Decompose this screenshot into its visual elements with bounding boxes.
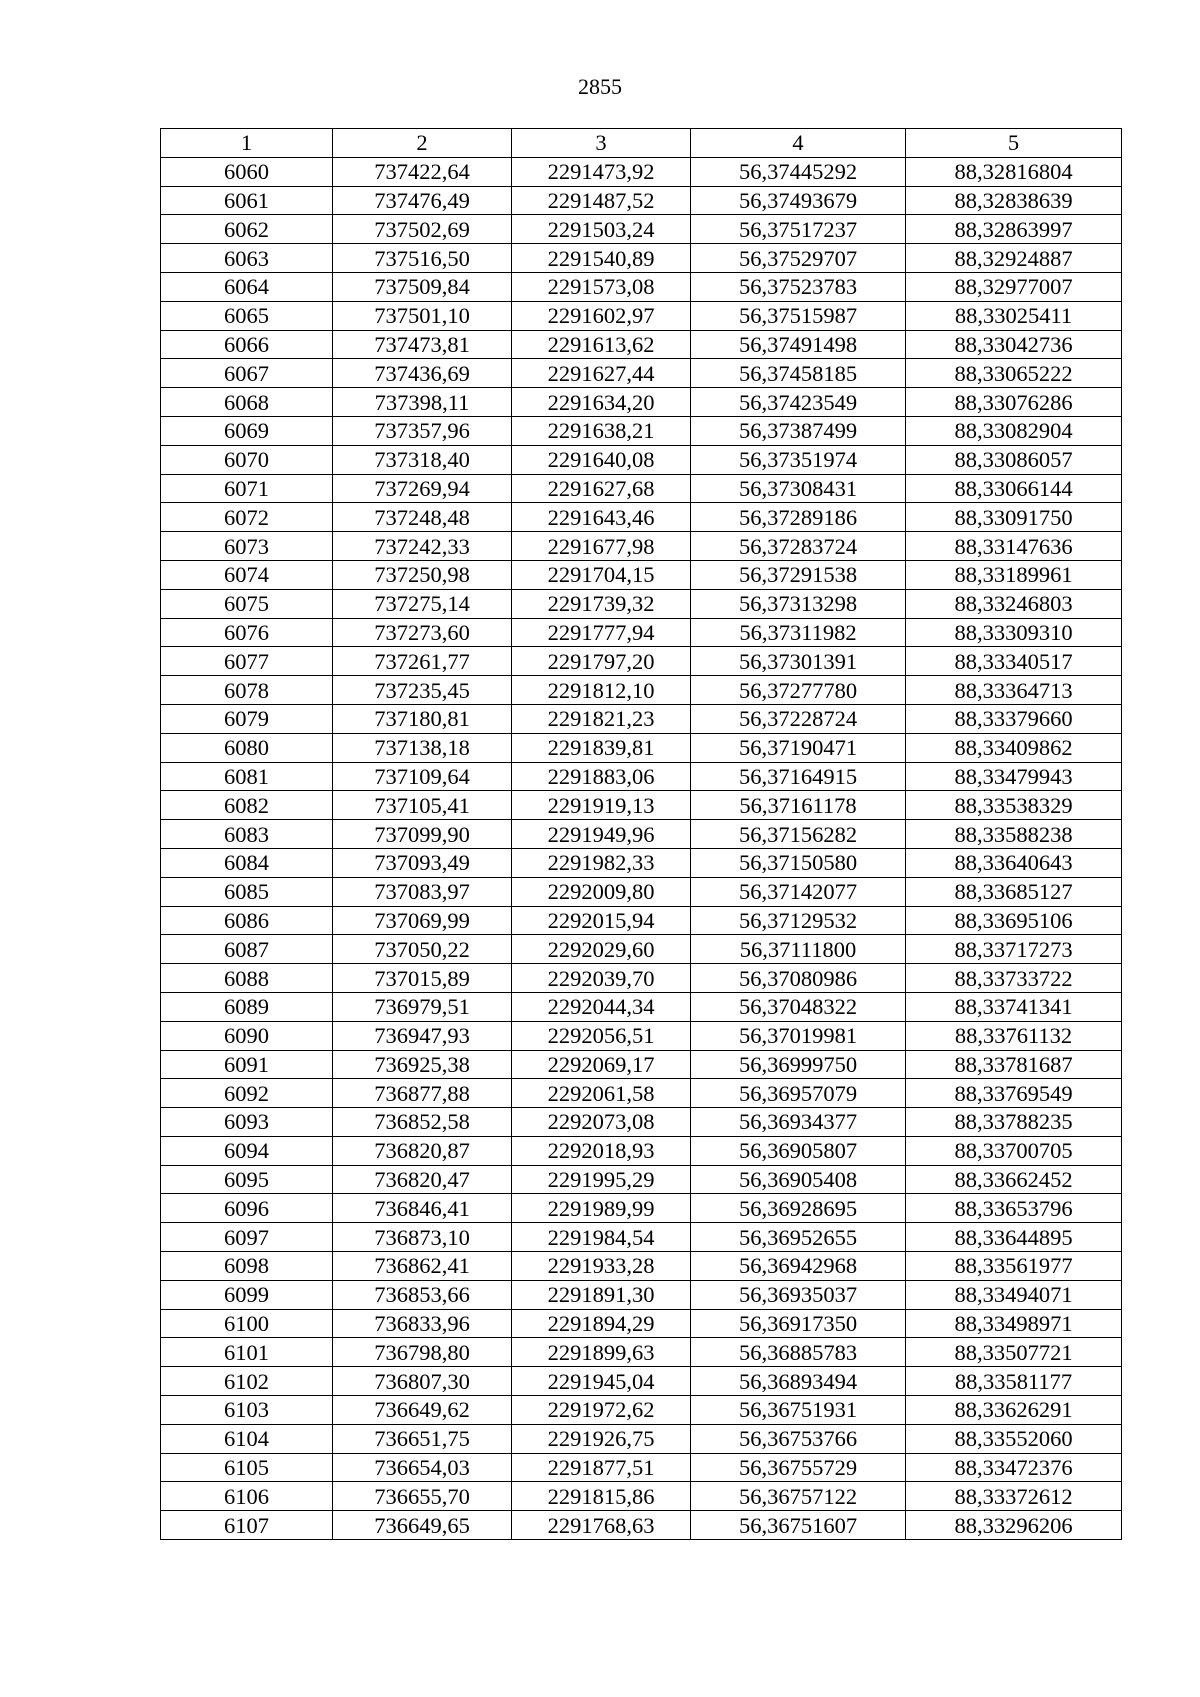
latitude-cell: 56,37387499	[691, 416, 906, 445]
table-row	[161, 1223, 1122, 1252]
latitude-cell: 56,36905408	[691, 1165, 906, 1194]
longitude-cell: 88,33364713	[906, 676, 1122, 705]
longitude-cell: 88,33042736	[906, 330, 1122, 359]
coordinate-x-cell: 736862,41	[333, 1252, 512, 1281]
longitude-cell: 88,32816804	[906, 157, 1122, 186]
point-number-cell: 6089	[161, 992, 333, 1021]
point-number-cell: 6090	[161, 1021, 333, 1050]
longitude-cell: 88,33309310	[906, 618, 1122, 647]
point-number-cell: 6094	[161, 1136, 333, 1165]
coordinate-y-cell: 2291503,24	[512, 215, 691, 244]
longitude-cell: 88,33741341	[906, 992, 1122, 1021]
table-row	[161, 1280, 1122, 1309]
coordinate-x-cell: 737476,49	[333, 186, 512, 215]
latitude-cell: 56,36905807	[691, 1136, 906, 1165]
coordinate-x-cell: 736649,62	[333, 1396, 512, 1425]
point-number-cell: 6091	[161, 1050, 333, 1079]
coordinate-x-cell: 736846,41	[333, 1194, 512, 1223]
latitude-cell: 56,37515987	[691, 301, 906, 330]
table-row	[161, 992, 1122, 1021]
table-row	[161, 445, 1122, 474]
point-number-cell: 6074	[161, 560, 333, 589]
coordinate-y-cell: 2291815,86	[512, 1482, 691, 1511]
longitude-cell: 88,33025411	[906, 301, 1122, 330]
coordinate-y-cell: 2291877,51	[512, 1453, 691, 1482]
longitude-cell: 88,33733722	[906, 964, 1122, 993]
table-row	[161, 1252, 1122, 1281]
latitude-cell: 56,36999750	[691, 1050, 906, 1079]
point-number-cell: 6084	[161, 848, 333, 877]
coordinate-x-cell: 736820,87	[333, 1136, 512, 1165]
coordinate-x-cell: 736654,03	[333, 1453, 512, 1482]
point-number-cell: 6063	[161, 244, 333, 273]
coordinate-x-cell: 737105,41	[333, 791, 512, 820]
coordinate-y-cell: 2291926,75	[512, 1424, 691, 1453]
point-number-cell: 6087	[161, 935, 333, 964]
latitude-cell: 56,36934377	[691, 1108, 906, 1137]
coordinate-y-cell: 2292073,08	[512, 1108, 691, 1137]
table-row	[161, 676, 1122, 705]
latitude-cell: 56,37111800	[691, 935, 906, 964]
point-number-cell: 6107	[161, 1511, 333, 1540]
coordinate-x-cell: 737138,18	[333, 733, 512, 762]
latitude-cell: 56,36751607	[691, 1511, 906, 1540]
latitude-cell: 56,37277780	[691, 676, 906, 705]
coordinate-y-cell: 2291894,29	[512, 1309, 691, 1338]
longitude-cell: 88,33076286	[906, 388, 1122, 417]
coordinate-x-cell: 736979,51	[333, 992, 512, 1021]
column-header-3: 3	[512, 129, 691, 158]
page-number: 2855	[578, 74, 622, 99]
table-row	[161, 762, 1122, 791]
table-header	[161, 129, 1122, 158]
table-row	[161, 1482, 1122, 1511]
point-number-cell: 6075	[161, 589, 333, 618]
point-number-cell: 6105	[161, 1453, 333, 1482]
coordinate-x-cell: 737473,81	[333, 330, 512, 359]
coordinate-y-cell: 2292056,51	[512, 1021, 691, 1050]
point-number-cell: 6065	[161, 301, 333, 330]
latitude-cell: 56,37291538	[691, 560, 906, 589]
latitude-cell: 56,37019981	[691, 1021, 906, 1050]
coordinate-y-cell: 2291949,96	[512, 820, 691, 849]
point-number-cell: 6096	[161, 1194, 333, 1223]
longitude-cell: 88,33189961	[906, 560, 1122, 589]
latitude-cell: 56,37142077	[691, 877, 906, 906]
table-row	[161, 848, 1122, 877]
coordinate-y-cell: 2291627,44	[512, 359, 691, 388]
latitude-cell: 56,37445292	[691, 157, 906, 186]
coordinate-y-cell: 2291643,46	[512, 503, 691, 532]
table-row	[161, 791, 1122, 820]
coordinate-x-cell: 736798,80	[333, 1338, 512, 1367]
coordinate-y-cell: 2291891,30	[512, 1280, 691, 1309]
point-number-cell: 6083	[161, 820, 333, 849]
table-row	[161, 359, 1122, 388]
point-number-cell: 6100	[161, 1309, 333, 1338]
point-number-cell: 6086	[161, 906, 333, 935]
coordinate-x-cell: 736820,47	[333, 1165, 512, 1194]
coordinate-x-cell: 737502,69	[333, 215, 512, 244]
point-number-cell: 6070	[161, 445, 333, 474]
longitude-cell: 88,32924887	[906, 244, 1122, 273]
point-number-cell: 6102	[161, 1367, 333, 1396]
coordinate-y-cell: 2291602,97	[512, 301, 691, 330]
point-number-cell: 6099	[161, 1280, 333, 1309]
point-number-cell: 6062	[161, 215, 333, 244]
latitude-cell: 56,37491498	[691, 330, 906, 359]
table-row	[161, 618, 1122, 647]
table-row	[161, 272, 1122, 301]
latitude-cell: 56,36928695	[691, 1194, 906, 1223]
coordinate-y-cell: 2291704,15	[512, 560, 691, 589]
longitude-cell: 88,33082904	[906, 416, 1122, 445]
point-number-cell: 6080	[161, 733, 333, 762]
coordinate-y-cell: 2291640,08	[512, 445, 691, 474]
table-row	[161, 388, 1122, 417]
point-number-cell: 6106	[161, 1482, 333, 1511]
coordinate-y-cell: 2291777,94	[512, 618, 691, 647]
table-row	[161, 1396, 1122, 1425]
coordinate-x-cell: 736649,65	[333, 1511, 512, 1540]
table-row	[161, 1194, 1122, 1223]
point-number-cell: 6104	[161, 1424, 333, 1453]
latitude-cell: 56,37289186	[691, 503, 906, 532]
longitude-cell: 88,33472376	[906, 1453, 1122, 1482]
latitude-cell: 56,37458185	[691, 359, 906, 388]
longitude-cell: 88,33662452	[906, 1165, 1122, 1194]
longitude-cell: 88,33561977	[906, 1252, 1122, 1281]
coordinate-x-cell: 736807,30	[333, 1367, 512, 1396]
latitude-cell: 56,37308431	[691, 474, 906, 503]
coordinate-y-cell: 2291945,04	[512, 1367, 691, 1396]
coordinate-y-cell: 2291839,81	[512, 733, 691, 762]
coordinate-y-cell: 2291982,33	[512, 848, 691, 877]
longitude-cell: 88,33581177	[906, 1367, 1122, 1396]
table-row	[161, 877, 1122, 906]
latitude-cell: 56,37228724	[691, 704, 906, 733]
table-row	[161, 647, 1122, 676]
longitude-cell: 88,33588238	[906, 820, 1122, 849]
column-header-1: 1	[161, 129, 333, 158]
coordinate-y-cell: 2292039,70	[512, 964, 691, 993]
latitude-cell: 56,36952655	[691, 1223, 906, 1252]
point-number-cell: 6061	[161, 186, 333, 215]
point-number-cell: 6078	[161, 676, 333, 705]
coordinate-y-cell: 2291634,20	[512, 388, 691, 417]
latitude-cell: 56,36942968	[691, 1252, 906, 1281]
coordinate-y-cell: 2292015,94	[512, 906, 691, 935]
table-row	[161, 474, 1122, 503]
coordinate-x-cell: 736925,38	[333, 1050, 512, 1079]
coordinate-y-cell: 2292009,80	[512, 877, 691, 906]
table-row	[161, 532, 1122, 561]
point-number-cell: 6079	[161, 704, 333, 733]
point-number-cell: 6077	[161, 647, 333, 676]
coordinate-y-cell: 2291487,52	[512, 186, 691, 215]
point-number-cell: 6071	[161, 474, 333, 503]
coordinate-x-cell: 737509,84	[333, 272, 512, 301]
coordinate-x-cell: 737261,77	[333, 647, 512, 676]
longitude-cell: 88,33700705	[906, 1136, 1122, 1165]
latitude-cell: 56,37283724	[691, 532, 906, 561]
latitude-cell: 56,37517237	[691, 215, 906, 244]
table-row	[161, 186, 1122, 215]
latitude-cell: 56,37523783	[691, 272, 906, 301]
latitude-cell: 56,37301391	[691, 647, 906, 676]
coordinate-x-cell: 736873,10	[333, 1223, 512, 1252]
longitude-cell: 88,33086057	[906, 445, 1122, 474]
latitude-cell: 56,37156282	[691, 820, 906, 849]
point-number-cell: 6072	[161, 503, 333, 532]
longitude-cell: 88,33372612	[906, 1482, 1122, 1511]
point-number-cell: 6085	[161, 877, 333, 906]
latitude-cell: 56,37351974	[691, 445, 906, 474]
table-row	[161, 733, 1122, 762]
coordinate-y-cell: 2291638,21	[512, 416, 691, 445]
table-body	[161, 157, 1122, 1539]
longitude-cell: 88,33640643	[906, 848, 1122, 877]
coordinate-x-cell: 737398,11	[333, 388, 512, 417]
coordinate-x-cell: 737269,94	[333, 474, 512, 503]
coordinate-y-cell: 2291995,29	[512, 1165, 691, 1194]
latitude-cell: 56,36917350	[691, 1309, 906, 1338]
coordinate-x-cell: 737275,14	[333, 589, 512, 618]
point-number-cell: 6066	[161, 330, 333, 359]
latitude-cell: 56,37129532	[691, 906, 906, 935]
point-number-cell: 6073	[161, 532, 333, 561]
point-number-cell: 6103	[161, 1396, 333, 1425]
table-row	[161, 935, 1122, 964]
table-row	[161, 560, 1122, 589]
coordinate-x-cell: 737050,22	[333, 935, 512, 964]
coordinate-x-cell: 737180,81	[333, 704, 512, 733]
longitude-cell: 88,33507721	[906, 1338, 1122, 1367]
column-header-5: 5	[906, 129, 1122, 158]
coordinate-y-cell: 2291821,23	[512, 704, 691, 733]
point-number-cell: 6092	[161, 1079, 333, 1108]
table-row	[161, 1511, 1122, 1540]
table-row	[161, 1424, 1122, 1453]
latitude-cell: 56,36753766	[691, 1424, 906, 1453]
longitude-cell: 88,33379660	[906, 704, 1122, 733]
coordinate-x-cell: 736877,88	[333, 1079, 512, 1108]
coordinate-x-cell: 737099,90	[333, 820, 512, 849]
coordinate-x-cell: 737318,40	[333, 445, 512, 474]
coordinate-x-cell: 737273,60	[333, 618, 512, 647]
column-header-2: 2	[333, 129, 512, 158]
table-row	[161, 820, 1122, 849]
coordinate-y-cell: 2291677,98	[512, 532, 691, 561]
latitude-cell: 56,37493679	[691, 186, 906, 215]
table-row	[161, 1108, 1122, 1137]
table-row	[161, 330, 1122, 359]
longitude-cell: 88,33717273	[906, 935, 1122, 964]
coordinate-x-cell: 736853,66	[333, 1280, 512, 1309]
latitude-cell: 56,37313298	[691, 589, 906, 618]
coordinate-y-cell: 2291919,13	[512, 791, 691, 820]
header-row	[161, 129, 1122, 158]
table-row	[161, 1338, 1122, 1367]
coordinate-x-cell: 737093,49	[333, 848, 512, 877]
coordinate-y-cell: 2291739,32	[512, 589, 691, 618]
table-row	[161, 1079, 1122, 1108]
coordinate-x-cell: 737015,89	[333, 964, 512, 993]
coordinate-x-cell: 737242,33	[333, 532, 512, 561]
point-number-cell: 6069	[161, 416, 333, 445]
coordinate-y-cell: 2291797,20	[512, 647, 691, 676]
longitude-cell: 88,33552060	[906, 1424, 1122, 1453]
point-number-cell: 6064	[161, 272, 333, 301]
table-row	[161, 1136, 1122, 1165]
longitude-cell: 88,33538329	[906, 791, 1122, 820]
longitude-cell: 88,33340517	[906, 647, 1122, 676]
coordinate-x-cell: 737436,69	[333, 359, 512, 388]
longitude-cell: 88,33409862	[906, 733, 1122, 762]
coordinate-y-cell: 2291540,89	[512, 244, 691, 273]
coordinate-x-cell: 737422,64	[333, 157, 512, 186]
longitude-cell: 88,33788235	[906, 1108, 1122, 1137]
longitude-cell: 88,33685127	[906, 877, 1122, 906]
coordinate-y-cell: 2292061,58	[512, 1079, 691, 1108]
latitude-cell: 56,37150580	[691, 848, 906, 877]
coordinate-x-cell: 737516,50	[333, 244, 512, 273]
latitude-cell: 56,37190471	[691, 733, 906, 762]
coordinate-x-cell: 736655,70	[333, 1482, 512, 1511]
latitude-cell: 56,37161178	[691, 791, 906, 820]
table-row	[161, 1367, 1122, 1396]
table-row	[161, 1453, 1122, 1482]
point-number-cell: 6068	[161, 388, 333, 417]
coordinate-y-cell: 2291899,63	[512, 1338, 691, 1367]
longitude-cell: 88,32977007	[906, 272, 1122, 301]
point-number-cell: 6098	[161, 1252, 333, 1281]
latitude-cell: 56,37164915	[691, 762, 906, 791]
longitude-cell: 88,33479943	[906, 762, 1122, 791]
longitude-cell: 88,33147636	[906, 532, 1122, 561]
longitude-cell: 88,33296206	[906, 1511, 1122, 1540]
coordinate-x-cell: 737109,64	[333, 762, 512, 791]
latitude-cell: 56,36757122	[691, 1482, 906, 1511]
longitude-cell: 88,33494071	[906, 1280, 1122, 1309]
coordinate-y-cell: 2292069,17	[512, 1050, 691, 1079]
point-number-cell: 6081	[161, 762, 333, 791]
table-row	[161, 589, 1122, 618]
coordinate-x-cell: 736852,58	[333, 1108, 512, 1137]
table-row	[161, 416, 1122, 445]
longitude-cell: 88,33626291	[906, 1396, 1122, 1425]
coordinate-y-cell: 2291573,08	[512, 272, 691, 301]
table-row	[161, 244, 1122, 273]
table-row	[161, 157, 1122, 186]
table-row	[161, 1050, 1122, 1079]
table-row	[161, 215, 1122, 244]
longitude-cell: 88,32863997	[906, 215, 1122, 244]
coordinate-x-cell: 737235,45	[333, 676, 512, 705]
coordinate-y-cell: 2292018,93	[512, 1136, 691, 1165]
point-number-cell: 6076	[161, 618, 333, 647]
coordinates-table	[160, 128, 1122, 1540]
latitude-cell: 56,37080986	[691, 964, 906, 993]
coordinate-x-cell: 737501,10	[333, 301, 512, 330]
table-row	[161, 1021, 1122, 1050]
longitude-cell: 88,33761132	[906, 1021, 1122, 1050]
latitude-cell: 56,36755729	[691, 1453, 906, 1482]
point-number-cell: 6060	[161, 157, 333, 186]
table-row	[161, 704, 1122, 733]
point-number-cell: 6082	[161, 791, 333, 820]
latitude-cell: 56,36957079	[691, 1079, 906, 1108]
longitude-cell: 88,33065222	[906, 359, 1122, 388]
latitude-cell: 56,36885783	[691, 1338, 906, 1367]
coordinate-y-cell: 2291989,99	[512, 1194, 691, 1223]
longitude-cell: 88,33066144	[906, 474, 1122, 503]
coordinate-x-cell: 737250,98	[333, 560, 512, 589]
latitude-cell: 56,36751931	[691, 1396, 906, 1425]
table-row	[161, 964, 1122, 993]
coordinate-y-cell: 2291627,68	[512, 474, 691, 503]
latitude-cell: 56,37529707	[691, 244, 906, 273]
column-header-4: 4	[691, 129, 906, 158]
point-number-cell: 6067	[161, 359, 333, 388]
coordinate-y-cell: 2291473,92	[512, 157, 691, 186]
longitude-cell: 88,33246803	[906, 589, 1122, 618]
coordinate-x-cell: 737083,97	[333, 877, 512, 906]
coordinate-x-cell: 736833,96	[333, 1309, 512, 1338]
longitude-cell: 88,33653796	[906, 1194, 1122, 1223]
coordinate-y-cell: 2292029,60	[512, 935, 691, 964]
coordinate-y-cell: 2291768,63	[512, 1511, 691, 1540]
coordinate-y-cell: 2291613,62	[512, 330, 691, 359]
coordinate-x-cell: 737357,96	[333, 416, 512, 445]
latitude-cell: 56,37311982	[691, 618, 906, 647]
latitude-cell: 56,36935037	[691, 1280, 906, 1309]
point-number-cell: 6095	[161, 1165, 333, 1194]
coordinate-y-cell: 2291933,28	[512, 1252, 691, 1281]
point-number-cell: 6093	[161, 1108, 333, 1137]
coordinate-y-cell: 2291972,62	[512, 1396, 691, 1425]
point-number-cell: 6101	[161, 1338, 333, 1367]
table-row	[161, 906, 1122, 935]
coordinate-y-cell: 2291812,10	[512, 676, 691, 705]
longitude-cell: 88,33769549	[906, 1079, 1122, 1108]
coordinate-x-cell: 737248,48	[333, 503, 512, 532]
table-row	[161, 301, 1122, 330]
latitude-cell: 56,37048322	[691, 992, 906, 1021]
coordinate-y-cell: 2291883,06	[512, 762, 691, 791]
longitude-cell: 88,33091750	[906, 503, 1122, 532]
latitude-cell: 56,37423549	[691, 388, 906, 417]
table-row	[161, 1309, 1122, 1338]
coordinate-y-cell: 2292044,34	[512, 992, 691, 1021]
table-row	[161, 1165, 1122, 1194]
longitude-cell: 88,32838639	[906, 186, 1122, 215]
longitude-cell: 88,33695106	[906, 906, 1122, 935]
coordinate-x-cell: 736651,75	[333, 1424, 512, 1453]
table-row	[161, 503, 1122, 532]
point-number-cell: 6097	[161, 1223, 333, 1252]
coordinate-x-cell: 736947,93	[333, 1021, 512, 1050]
longitude-cell: 88,33644895	[906, 1223, 1122, 1252]
coordinate-y-cell: 2291984,54	[512, 1223, 691, 1252]
latitude-cell: 56,36893494	[691, 1367, 906, 1396]
point-number-cell: 6088	[161, 964, 333, 993]
longitude-cell: 88,33781687	[906, 1050, 1122, 1079]
longitude-cell: 88,33498971	[906, 1309, 1122, 1338]
coordinate-x-cell: 737069,99	[333, 906, 512, 935]
